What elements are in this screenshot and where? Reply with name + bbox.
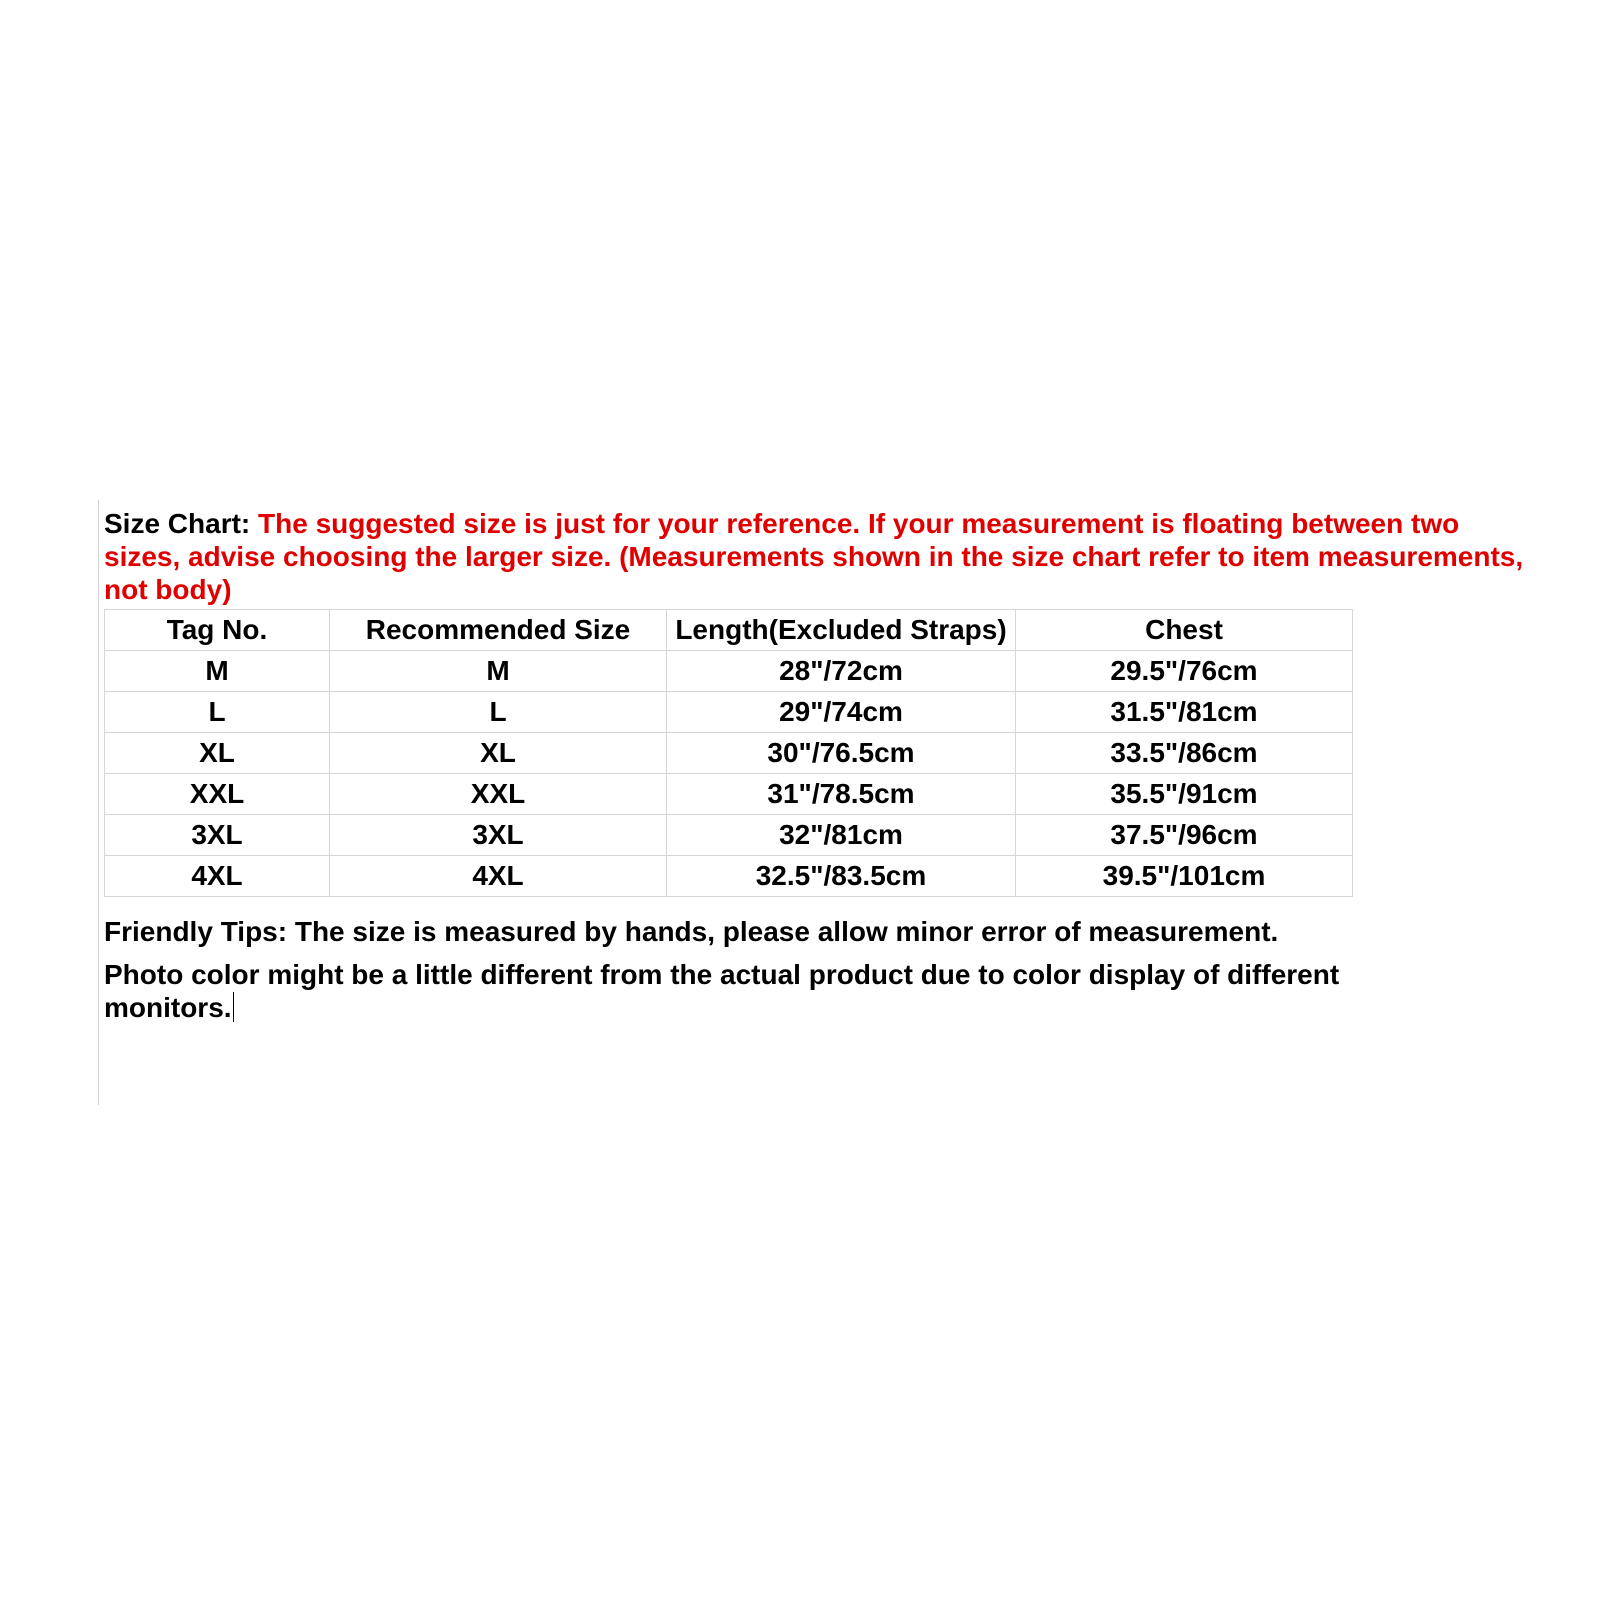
cell-tag-no: 4XL — [105, 856, 330, 897]
cell-length: 29"/74cm — [667, 692, 1016, 733]
table-row — [105, 856, 1353, 897]
cell-length: 32"/81cm — [667, 815, 1016, 856]
cell-chest: 33.5"/86cm — [1016, 733, 1353, 774]
cell-recommended-size: XXL — [330, 774, 667, 815]
cell-recommended-size: 4XL — [330, 856, 667, 897]
size-table — [104, 609, 1353, 897]
cell-recommended-size: M — [330, 651, 667, 692]
cell-tag-no: M — [105, 651, 330, 692]
document-left-edge — [98, 500, 99, 1105]
header-tag-no: Tag No. — [105, 610, 330, 651]
size-chart-document — [104, 507, 1524, 1024]
photo-color-note[interactable] — [104, 958, 1404, 1024]
cell-chest: 31.5"/81cm — [1016, 692, 1353, 733]
cell-length: 30"/76.5cm — [667, 733, 1016, 774]
text-cursor — [233, 992, 234, 1022]
table-row — [105, 733, 1353, 774]
cell-chest: 35.5"/91cm — [1016, 774, 1353, 815]
cell-length: 28"/72cm — [667, 651, 1016, 692]
cell-recommended-size: L — [330, 692, 667, 733]
table-row — [105, 815, 1353, 856]
cell-chest: 39.5"/101cm — [1016, 856, 1353, 897]
size-chart-intro — [104, 507, 1524, 606]
table-row — [105, 692, 1353, 733]
cell-chest: 37.5"/96cm — [1016, 815, 1353, 856]
cell-length: 32.5"/83.5cm — [667, 856, 1016, 897]
table-header-row — [105, 610, 1353, 651]
photo-color-note-text: Photo color might be a little different from the actual product due to color display of different monitors. — [104, 959, 1340, 1023]
cell-tag-no: L — [105, 692, 330, 733]
cell-chest: 29.5"/76cm — [1016, 651, 1353, 692]
cell-tag-no: XXL — [105, 774, 330, 815]
size-chart-label: Size Chart: — [104, 508, 251, 539]
cell-recommended-size: 3XL — [330, 815, 667, 856]
table-row — [105, 774, 1353, 815]
friendly-tips: Friendly Tips: The size is measured by hands, please allow minor error of measurement. — [104, 916, 1279, 947]
cell-tag-no: 3XL — [105, 815, 330, 856]
header-recommended-size: Recommended Size — [330, 610, 667, 651]
size-warning-text: The suggested size is just for your reference. If your measurement is floating between two sizes, advise choosing the larger size. (Measurements shown in the size chart refer to item measurements, not body) — [104, 508, 1524, 605]
table-row — [105, 651, 1353, 692]
cell-tag-no: XL — [105, 733, 330, 774]
header-chest: Chest — [1016, 610, 1353, 651]
cell-recommended-size: XL — [330, 733, 667, 774]
header-length: Length(Excluded Straps) — [667, 610, 1016, 651]
cell-length: 31"/78.5cm — [667, 774, 1016, 815]
